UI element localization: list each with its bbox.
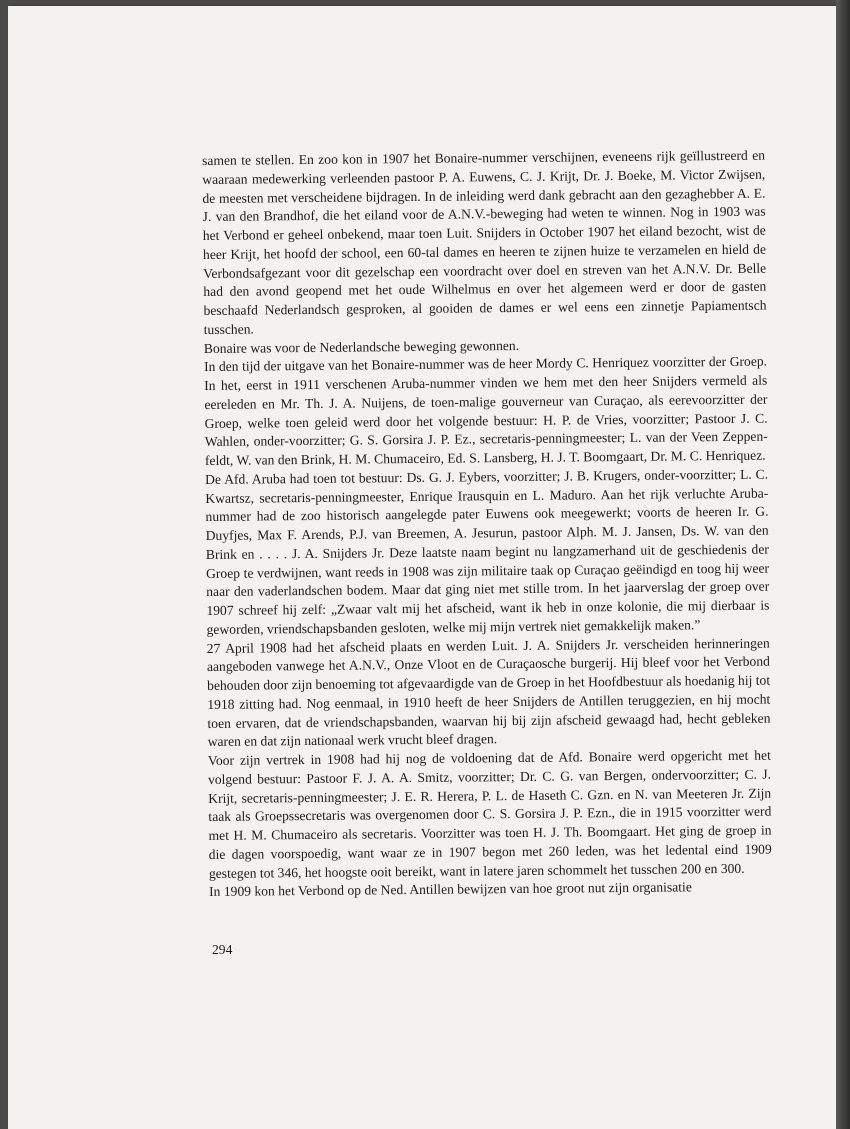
paragraph-3: In den tijd der uitgave van het Bonaire-nummer was de heer Mordy C. Henriquez voorzitter der Groep. In het, eerst in 1911 verschenen Aruba-nummer vinden we hem met den heer Snijders vermeld als eereleden en Mr. Th. J. A. Nuijens, de toen-malige gouverneur van Curaçao, als eerevoorzitter der Groep, welke toen geleid werd door het volgende bestuur: H. P. de Vries, voorzitter; Pastoor J. C. Wahlen, onder-voorzitter; G. S. Gorsira J. P. Ez., secretaris-penningmeester; L. van der Veen Zeppen-feldt, W. van den Brink, H. M. Chumaceiro, Ed. S. Lansberg, H. J. T. Boomgaart, Dr. M. C. Henriquez. <box>203 353 768 468</box>
paragraph-7: In 1909 kon het Verbond op de Ned. Antillen bewijzen van hoe groot nut zijn organisatie <box>209 879 692 900</box>
paragraph-6: Voor zijn vertrek in 1908 had hij nog de voldoening dat de Afd. Bonaire werd opgericht met het volgend bestuur: Pastoor F. J. A. A. Smitz, voorzitter; Dr. C. G. van Bergen, ondervoorzitter; C. J. Krijt, secretaris-penningmeester; J. E. R. Herera, P. L. de Haseth C. Gzn. en N. van Meeteren Jr. Zijn taak als Groepssecretaris was overgenomen door C. S. Gorsira J. P. Ezn., die in 1915 voorzitter werd met H. M. Chumaceiro als secretaris. Voorzitter was toen H. J. Th. Boomgaart. Het ging de groep in die dagen voorspoedig, want waar ze in 1907 begon met 260 leden, was het ledental eind 1909 gestegen tot 346, het hoogste ooit bereikt, want in latere jaren schommelt het tusschen 200 en 300. <box>207 747 772 881</box>
page-edge-shadow <box>836 0 850 1129</box>
paragraph-2: Bonaire was voor de Nederlandsche beweging gewonnen. <box>203 337 520 356</box>
paragraph-5: 27 April 1908 had het afscheid plaats en werden Luit. J. A. Snijders Jr. verscheiden herinneringen aangeboden vanwege het A.N.V., Onze Vloot en de Curaçaosche burgerij. Hij bleef voor het Verbond behouden door zijn benoeming tot afgevaardigde van de Groep in het Hoofdbestuur als hoedanig hij tot 1918 zitting had. Nog eenmaal, in 1910 heeft de heer Snijders de Antillen teruggezien, en hij mocht toen ervaren, dat de vriendschapsbanden, waarvan hij bij zijn afscheid gewaagd had, hecht gebleken waren en dat zijn nationaal werk vrucht bleef dragen. <box>206 635 771 750</box>
body-text <box>202 147 772 902</box>
paragraph-1: samen te stellen. En zoo kon in 1907 het Bonaire-nummer verschijnen, eveneens rijk geïllustreerd en waaraan medewerking verleenden pastoor P. A. Euwens, C. J. Krijt, Dr. J. Boeke, M. Victor Zwijsen, de meesten met verscheidene bijdragen. In de inleiding werd dank gebracht aan den gezaghebber A. E. J. van den Brandhof, die het eiland voor de A.N.V.-beweging had weten te winnen. Nog in 1903 was het Verbond er geheel onbekend, maar toen Luit. Snijders in October 1907 het eiland bezocht, wist de heer Krijt, het hoofd der school, een 60-tal dames en heeren te zijnen huize te verzamelen en hield de Verbondsafgezant voor dit gezelschap een voordracht over doel en streven van het A.N.V. Dr. Belle had den avond geopend met het oude Wilhelmus en over het algemeen werd er door de gasten beschaafd Nederlandsch gesproken, al gooiden de dames er wel eens een zinnetje Papiamentsch tusschen. <box>202 147 767 337</box>
paragraph-4: De Afd. Aruba had toen tot bestuur: Ds. G. J. Eybers, voorzitter; J. B. Krugers, onder-voorzitter; L. C. Kwartsz, secretaris-penningmeester, Enrique Irausquin en L. Maduro. Aan het rijk verluchte Aruba-nummer had de zoo historisch aangelegde pater Euwens ook meegewerkt; voorts de heeren Ir. G. Duyfjes, Max F. Arends, P.J. van Breemen, A. Jesurun, pastoor Alph. M. J. Jansen, Ds. W. van den Brink en . . . . J. A. Snijders Jr. Deze laatste naam begint nu langzamerhand uit de geschiedenis der Groep te verdwijnen, want reeds in 1908 was zijn militaire taak op Curaçao geëindigd en toog hij weer naar den vaderlandschen bodem. Maar dat ging niet met stille trom. In het jaarverslag der groep over 1907 schreef hij zelf: „Zwaar valt mij het afscheid, want ik heb in onze kolonie, die mij dierbaar is geworden, vriendschapsbanden gesloten, welke mij mijn vertrek niet gemakkelijk maken.” <box>205 466 770 637</box>
page-number: 294 <box>212 942 233 957</box>
